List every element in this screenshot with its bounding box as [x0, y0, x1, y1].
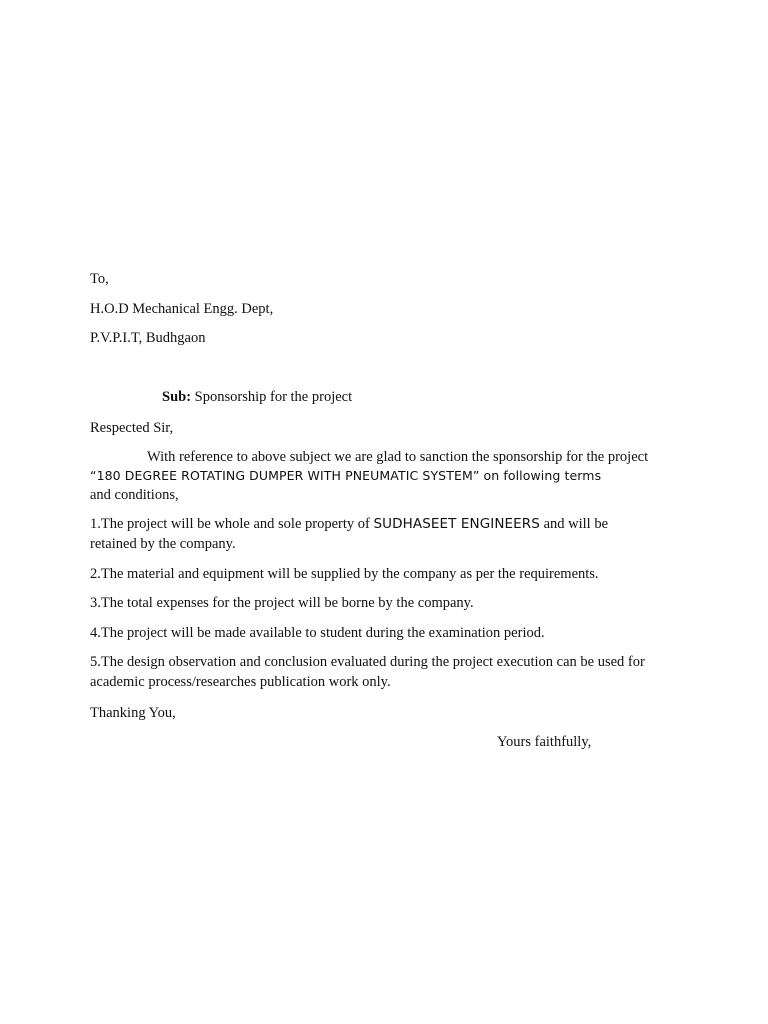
recipient-institute: P.V.P.I.T, Budhgaon	[90, 330, 206, 346]
to-line: To,	[90, 271, 109, 287]
term-1-part-1: 1.The project will be whole and sole property of	[90, 516, 374, 532]
subject-text: Sponsorship for the project	[191, 389, 353, 405]
term-5-line-2: academic process/researches publication work only.	[90, 674, 391, 690]
intro-line-3: and conditions,	[90, 487, 179, 503]
term-3: 3.The total expenses for the project will be borne by the company.	[90, 595, 474, 611]
term-4: 4.The project will be made available to student during the examination period.	[90, 625, 545, 641]
thanking-line: Thanking You,	[90, 705, 176, 721]
intro-line-2	[90, 466, 601, 486]
salutation: Respected Sir,	[90, 420, 174, 436]
term-1-line-2: retained by the company.	[90, 536, 236, 552]
project-title: “180 DEGREE ROTATING DUMPER WITH PNEUMATIC SYSTEM”	[90, 468, 480, 483]
signoff-line: Yours faithfully,	[497, 734, 592, 750]
term-1-line-1	[90, 514, 608, 534]
term-5-line-1: 5.The design observation and conclusion evaluated during the project execution can be used for	[90, 654, 645, 670]
term-2: 2.The material and equipment will be supplied by the company as per the requirements.	[90, 566, 599, 582]
intro-line-1: With reference to above subject we are glad to sanction the sponsorship for the project	[147, 449, 649, 465]
recipient-designation: H.O.D Mechanical Engg. Dept,	[90, 301, 274, 317]
subject-line	[162, 387, 352, 407]
subject-label: Sub:	[162, 389, 192, 405]
term-1-part-2: and will be	[539, 516, 609, 532]
company-name: SUDHASEET ENGINEERS	[373, 516, 540, 532]
intro-line-2-rest: on following terms	[479, 468, 602, 483]
